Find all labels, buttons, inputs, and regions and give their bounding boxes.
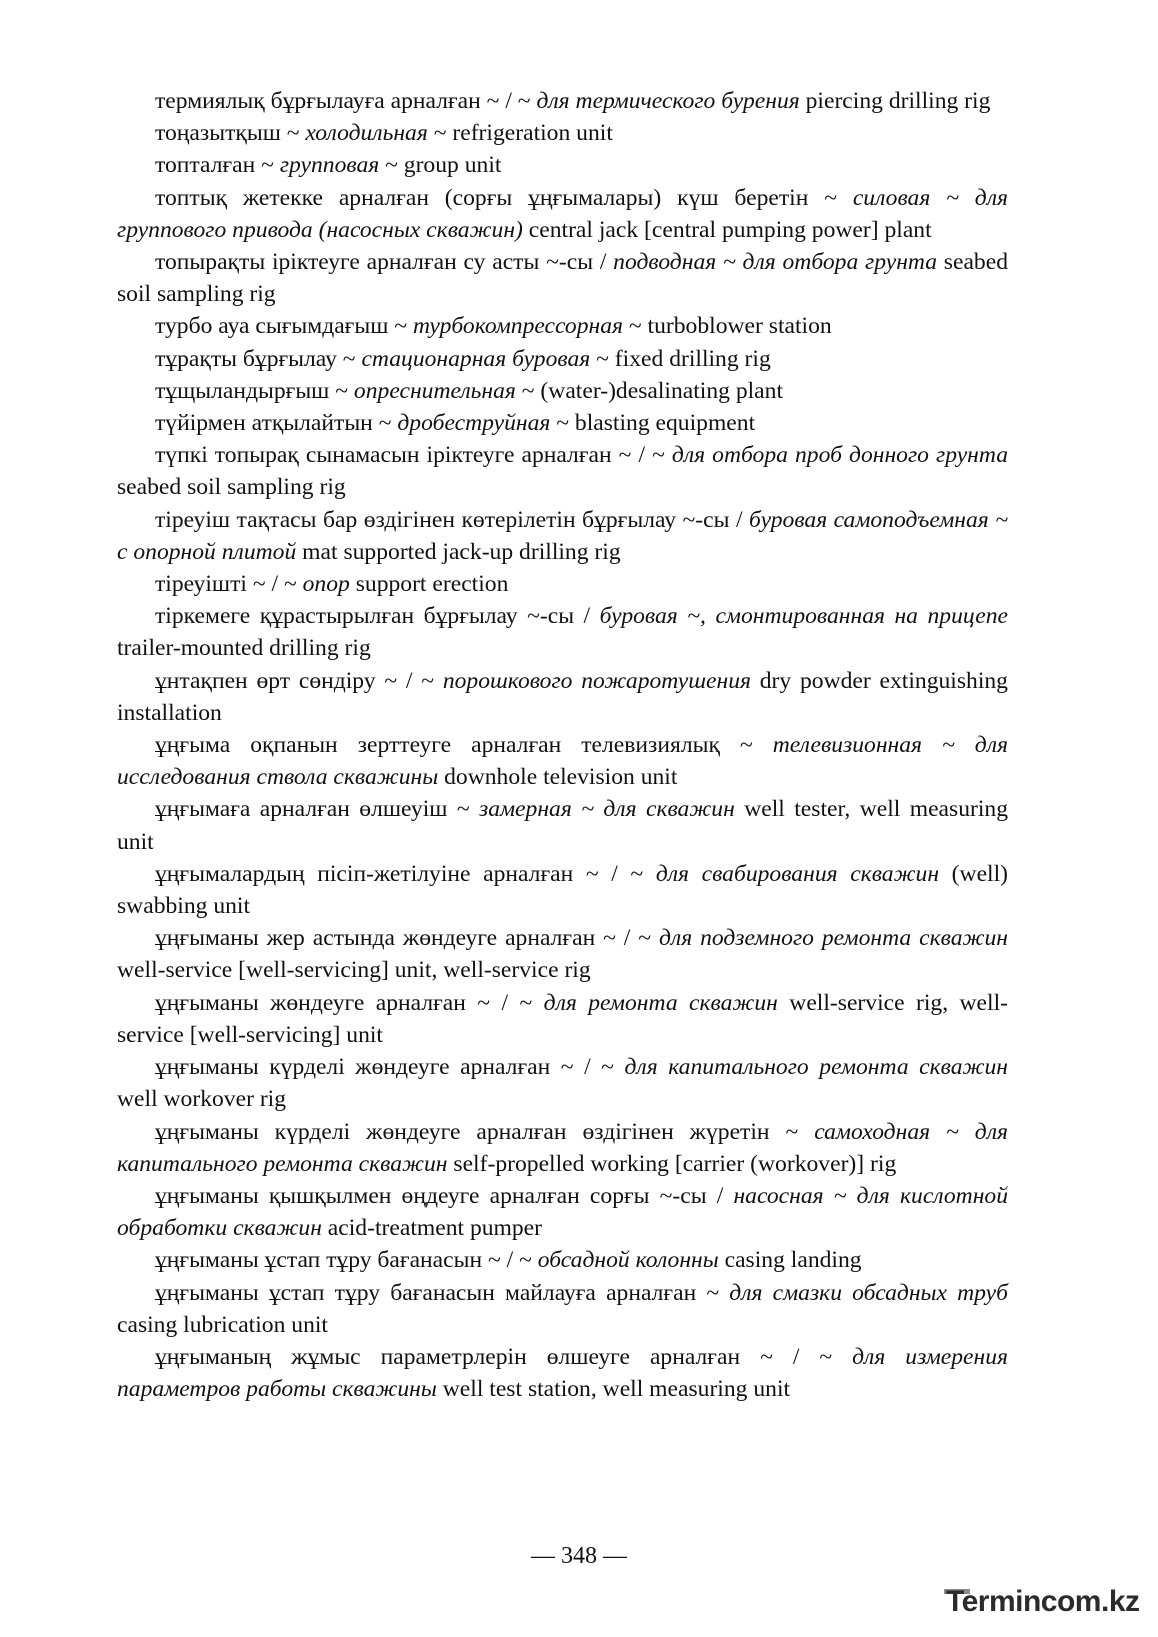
entry-kazakh-term: ұңғыманы жөндеуге арналған ~ / ~ <box>155 989 544 1016</box>
entry-russian-term: буровая ~, смонтированная на прицепе <box>599 603 1008 630</box>
dictionary-entry <box>117 85 1008 117</box>
entry-kazakh-term: ұңғыманы қышқылмен өңдеуге арналған сорғы ~-сы / <box>155 1182 734 1209</box>
entry-russian-term: буровая самоподъемная ~ с опорной плитой <box>117 506 1008 565</box>
entry-english-term: piercing drilling rig <box>799 88 991 114</box>
entry-russian-term: порошкового пожаротушения <box>442 667 751 694</box>
entry-english-term: casing landing <box>718 1247 862 1274</box>
entry-russian-term: для измерения параметров работы скважины <box>117 1343 1008 1403</box>
entry-english-term: trailer-mounted drilling rig <box>117 635 371 662</box>
entry-kazakh-term: ұңғыманы күрделі жөндеуге арналған ~ / ~ <box>155 1054 625 1081</box>
entry-english-term: ~ fixed drilling rig <box>590 345 771 372</box>
entry-kazakh-term: ұңғыманы жер астында жөндеуге арналған ~ / ~ <box>155 925 659 952</box>
entry-russian-term: для капитального ремонта скважин <box>624 1054 1009 1081</box>
dictionary-entry <box>117 1277 1008 1341</box>
entry-english-term: downhole television unit <box>438 764 678 791</box>
dictionary-entry <box>117 729 1008 793</box>
entry-russian-term: холодильная <box>305 120 428 147</box>
dictionary-entry <box>117 600 1008 664</box>
entry-english-term: seabed soil sampling rig <box>117 249 1008 308</box>
entry-russian-term: самоходная ~ для капитального ремонта скважин <box>117 1118 1008 1177</box>
entry-kazakh-term: топталған ~ <box>155 152 280 179</box>
entry-english-term: ~ turboblower station <box>622 313 832 340</box>
entry-kazakh-term: түпкі топырақ сынамасын іріктеуге арналған ~ / ~ <box>155 442 672 469</box>
entry-kazakh-term: тіркемеге құрастырылған бұрғылау ~-сы / <box>155 603 600 630</box>
dictionary-entry <box>117 182 1008 246</box>
entry-english-term: well test station, well measuring unit <box>436 1376 791 1403</box>
entry-english-term: well-service [well-servicing] unit, well-service rig <box>117 957 591 984</box>
dictionary-entry <box>117 1244 1008 1276</box>
entry-russian-term: стационарная буровая <box>361 345 591 372</box>
entry-russian-term: дробеструйная <box>397 410 551 437</box>
entry-kazakh-term: топтық жетекке арналған (сорғы ұңғымалары) күш беретін ~ <box>155 184 853 211</box>
entry-kazakh-term: тұрақты бұрғылау ~ <box>155 345 362 372</box>
dictionary-entry <box>117 407 1008 439</box>
entry-russian-term: групповая <box>279 152 380 179</box>
dictionary-entry <box>117 117 1008 149</box>
entry-english-term: acid-treatment pumper <box>321 1215 543 1242</box>
watermark-text: Termincom.kz <box>946 1585 1140 1618</box>
entry-english-term: dry powder extinguishing installation <box>117 667 1008 726</box>
entry-russian-term: для подземного ремонта скважин <box>658 925 1008 952</box>
entry-kazakh-term: топырақты іріктеуге арналған су асты ~-сы / <box>155 249 614 276</box>
entry-russian-term: силовая ~ для группового привода (насосных скважин) <box>117 184 1008 243</box>
entry-kazakh-term: тоңазытқыш ~ <box>155 120 306 147</box>
entry-kazakh-term: тіреуіш тақтасы бар өздігінен көтерілетін бұрғылау ~-сы / <box>155 506 750 533</box>
entry-kazakh-term: турбо ауа сығымдағыш ~ <box>155 313 413 340</box>
entry-kazakh-term: ұңғыманы ұстап тұру бағанасын ~ / ~ <box>155 1247 538 1274</box>
dictionary-entry <box>117 922 1008 986</box>
entry-kazakh-term: ұңғымаға арналған өлшеуіш ~ <box>155 796 479 823</box>
entry-russian-term: для термического бурения <box>536 88 800 114</box>
entry-kazakh-term: ұңғыма оқпанын зерттеуге арналған телевизиялық ~ <box>155 732 773 759</box>
entry-kazakh-term: тіреуішті ~ / ~ <box>155 571 303 598</box>
dictionary-entry <box>117 568 1008 600</box>
entry-russian-term: для отбора проб донного грунта <box>671 442 1008 469</box>
entry-russian-term: подводная ~ для отбора грунта <box>613 249 938 276</box>
entry-english-term: ~ (water-)desalinating plant <box>515 377 784 404</box>
dictionary-entry <box>117 665 1008 729</box>
entry-english-term: central jack [central pumping power] plant <box>522 216 932 243</box>
entry-russian-term: для свабирования скважин <box>655 860 940 887</box>
dictionary-entry <box>117 987 1008 1051</box>
dictionary-entries <box>117 85 1008 1405</box>
entry-english-term: self-propelled working [carrier (workover)] rig <box>447 1150 897 1177</box>
entry-russian-term: обсадной колонны <box>537 1247 719 1274</box>
entry-english-term: ~ group unit <box>379 152 502 179</box>
page-number: — 348 — <box>531 1543 627 1569</box>
entry-english-term: well-service rig, well-service [well-servicing] unit <box>117 989 1008 1048</box>
entry-english-term: support erection <box>349 571 509 598</box>
entry-russian-term: насосная ~ для кислотной обработки скважин <box>117 1182 1008 1242</box>
entry-english-term: well tester, well measuring unit <box>117 796 1009 855</box>
entry-english-term: (well) swabbing unit <box>117 860 1009 920</box>
entry-kazakh-term: ұңғымалардың пісіп-жетілуіне арналған ~ / ~ <box>155 860 656 887</box>
entry-kazakh-term: ұңғыманың жұмыс параметрлерін өлшеуге арналған ~ / ~ <box>155 1343 853 1370</box>
dictionary-entry <box>117 793 1008 857</box>
dictionary-entry <box>117 343 1008 375</box>
dictionary-entry <box>117 504 1008 568</box>
dictionary-entry <box>117 310 1008 342</box>
entry-english-term: seabed soil sampling rig <box>117 474 346 501</box>
dictionary-entry <box>117 439 1008 503</box>
dictionary-entry <box>117 149 1008 181</box>
entry-english-term: mat supported jack-up drilling rig <box>296 538 621 565</box>
entry-kazakh-term: түйірмен атқылайтын ~ <box>155 410 398 437</box>
entry-english-term: casing lubrication unit <box>117 1311 328 1338</box>
entry-english-term: well workover rig <box>117 1086 287 1113</box>
entry-kazakh-term: термиялық бұрғылауға арналған ~ / ~ <box>155 88 537 114</box>
dictionary-entry <box>117 1051 1008 1115</box>
dictionary-entry <box>117 1116 1008 1180</box>
entry-kazakh-term: тұщыландырғыш ~ <box>155 377 354 404</box>
entry-kazakh-term: ұнтақпен өрт сөндіру ~ / ~ <box>155 667 443 694</box>
entry-russian-term: для смазки обсадных труб <box>729 1279 1008 1306</box>
entry-russian-term: опор <box>302 571 350 598</box>
entry-russian-term: телевизионная ~ для исследования ствола скважины <box>117 732 1008 791</box>
entry-kazakh-term: ұңғыманы күрделі жөндеуге арналған өздігінен жүретін ~ <box>155 1118 815 1145</box>
dictionary-entry <box>117 1341 1008 1405</box>
dictionary-entry <box>117 375 1008 407</box>
entry-russian-term: турбокомпрессорная <box>412 313 623 340</box>
entry-english-term: ~ refrigeration unit <box>427 120 613 147</box>
entry-russian-term: замерная ~ для скважин <box>479 796 735 823</box>
termincom-watermark-logo <box>944 1581 1144 1629</box>
dictionary-entry <box>117 1180 1008 1244</box>
entry-russian-term: для ремонта скважин <box>543 989 778 1016</box>
dictionary-entry <box>117 858 1008 922</box>
entry-english-term: ~ blasting equipment <box>550 410 756 437</box>
entry-kazakh-term: ұңғыманы ұстап тұру бағанасын майлауға арналған ~ <box>155 1279 730 1306</box>
entry-russian-term: опреснительная <box>353 377 516 404</box>
dictionary-entry <box>117 246 1008 310</box>
